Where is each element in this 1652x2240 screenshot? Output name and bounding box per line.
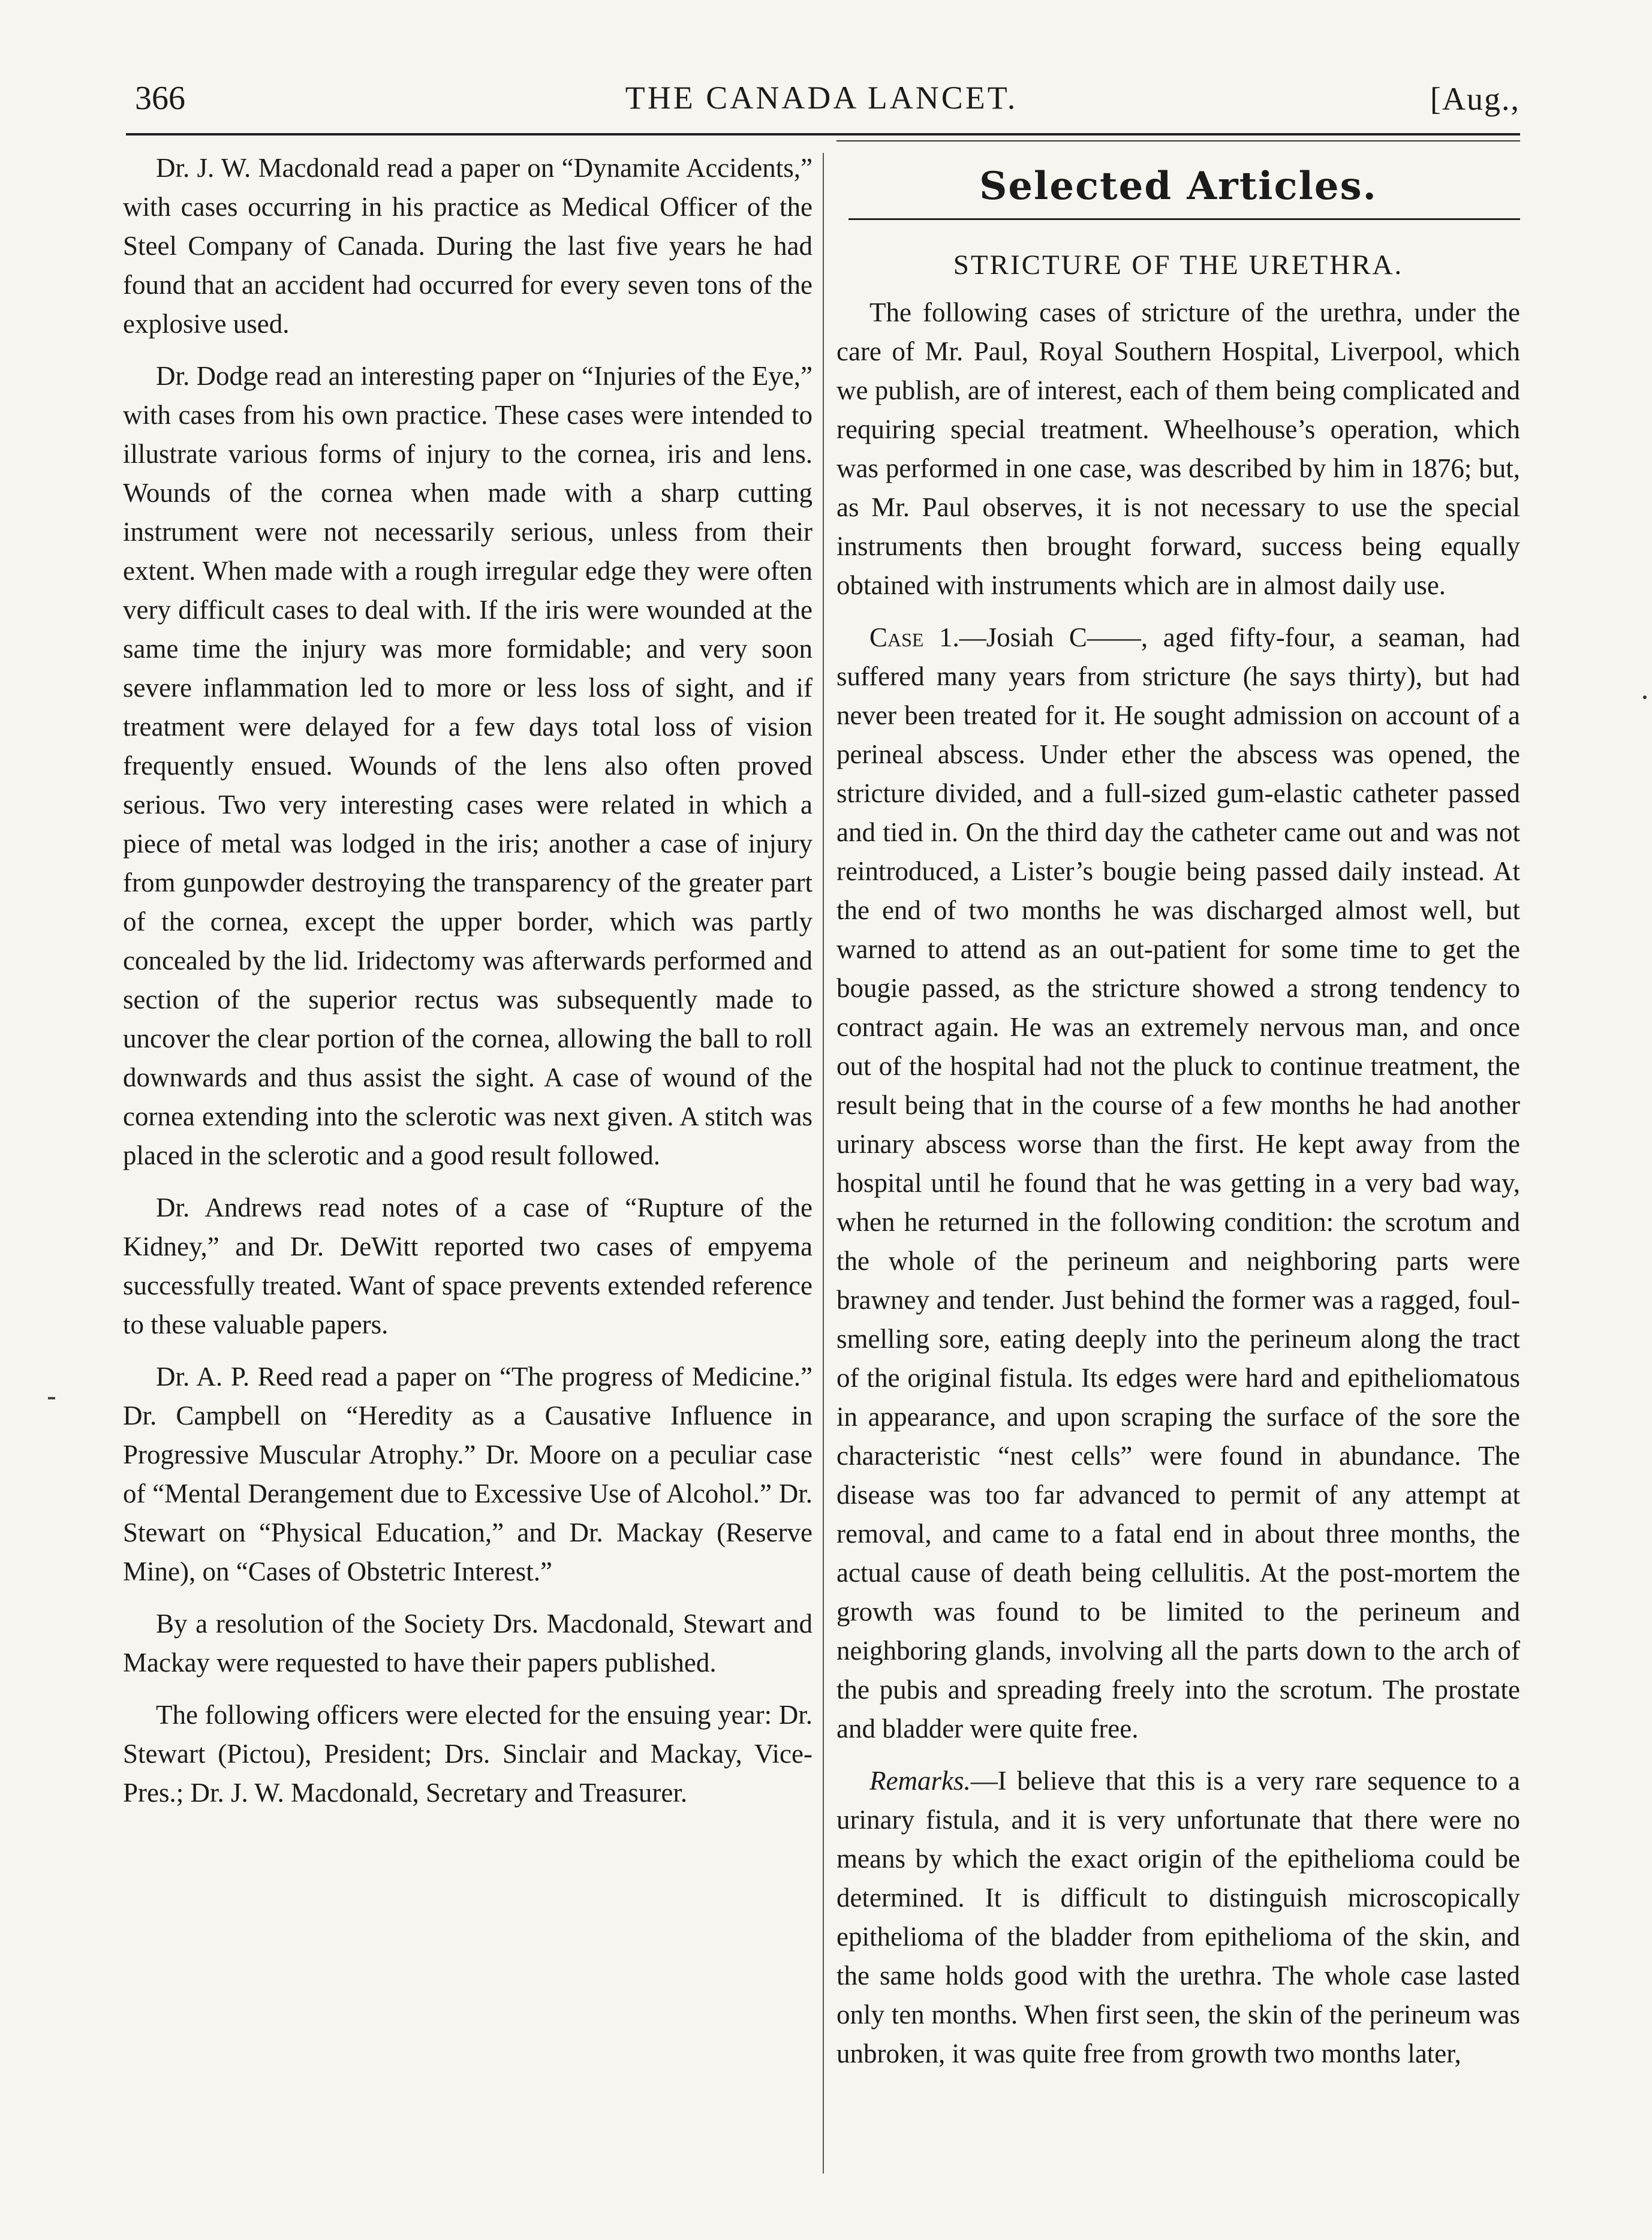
paragraph-papers: Dr. A. P. Reed read a paper on “The progress of Medicine.” Dr. Campbell on “Heredity as a Causative Influence in Progressive Muscular Atrophy.” Dr. Moore on a peculiar case of “Mental Derangement due to Excessive Use of Alcohol.” Dr. Stewart on “Physical Education,” and Dr. Mackay (Reserve Mine), on “Cases of Obstetric Interest.”	[123, 1362, 813, 1586]
remarks-label: Remarks.	[869, 1766, 971, 1796]
paragraph-kidney: Dr. Andrews read notes of a case of “Rupture of the Kidney,” and Dr. DeWitt reported two cases of empyema successfully treated. Want of space prevents extended reference to these valuable papers.	[123, 1193, 813, 1339]
paragraph-resolution: By a resolution of the Society Drs. Macdonald, Stewart and Mackay were requested to have their papers published.	[123, 1609, 813, 1678]
column-divider	[823, 153, 824, 2173]
issue-month: [Aug.,	[1430, 81, 1520, 117]
paragraph-eye-injuries: Dr. Dodge read an interesting paper on “Injuries of the Eye,” with cases from his own practice. These cases were intended to illustrate various forms of injury to the cornea, iris and lens. Wounds of the cornea when made with a sharp cutting instrument were not necessarily serious, unless from their extent. When made with a rough irregular edge they were often very difficult cases to deal with. If the iris were wounded at the same time the injury was more formidable; and very soon severe inflammation led to more or less loss of sight, and if treatment were delayed for a few days total loss of vision frequently ensued. Wounds of the lens also often proved serious. Two very interesting cases were related in which a piece of metal was lodged in the iris; another a case of injury from gunpowder destroying the transparency of the greater part of the cornea, except the upper border, which was partly concealed by the lid. Iridectomy was afterwards performed and section of the superior rectus was subsequently made to uncover the clear portion of the cornea, allowing the ball to roll downwards and thus assist the sight. A case of wound of the cornea extending into the sclerotic was next given. A stitch was placed in the sclerotic and a good result followed.	[123, 361, 813, 1170]
journal-title: THE CANADA LANCET.	[625, 80, 1018, 116]
header-rule	[126, 133, 1520, 136]
margin-mark	[48, 1397, 55, 1399]
section-rule	[848, 218, 1520, 220]
case-1-label: Case 1.	[869, 622, 959, 652]
running-header	[123, 72, 1520, 129]
article-intro: The following cases of stricture of the urethra, under the care of Mr. Paul, Royal Southern Hospital, Liverpool, which we publish, are of interest, each of them being complicated and requiring special treatment. Wheelhouse’s operation, which was performed in one case, was described by him in 1876; but, as Mr. Paul observes, it is not necessary to use the special instruments then brought forward, success being equally obtained with instruments which are in almost daily use.	[836, 297, 1520, 600]
section-heading: Selected Articles.	[979, 164, 1377, 209]
remarks-text: —I believe that this is a very rare sequence to a urinary fistula, and it is very unfortunate that there were no means by which the exact origin of the epithelioma could be determined. It is difficult to distinguish microscopically epithelioma of the bladder from epithelioma of the skin, and the same holds good with the urethra. The whole case lasted only ten months. When first seen, the skin of the perineum was unbroken, it was quite free from growth two months later,	[836, 1766, 1520, 2069]
right-column	[836, 149, 1520, 2073]
remarks	[836, 1762, 1520, 2073]
page-number: 366	[135, 80, 185, 117]
case-1-text: —Josiah C——, aged fifty-four, a seaman, had suffered many years from stricture (he says thirty), but had never been treated for it. He sought admission on account of a perineal abscess. Under ether the abscess was opened, the stricture divided, and a full-sized gum-elastic catheter passed and tied in. On the third day the catheter came out and was not reintroduced, a Lister’s bougie being passed daily instead. At the end of two months he was discharged almost well, but warned to attend as an out-patient for some time to get the bougie passed, as the stricture showed a strong tendency to contract again. He was an extremely nervous man, and once out of the hospital had not the pluck to continue treatment, the result being that in the course of a few months he had another urinary abscess worse than the first. He kept away from the hospital until he found that he was getting in a very bad way, when he returned in the following condition: the scrotum and the whole of the perineum and neighboring parts were brawney and tender. Just behind the former was a ragged, foul-smelling sore, eating deeply into the perineum along the tract of the original fistula. Its edges were hard and epitheliomatous in appearance, and upon scraping the surface of the sore the characteristic “nest cells” were found in abundance. The disease was too far advanced to permit of any attempt at removal, and came to a fatal end in about three months, the actual cause of death being cellulitis. At the post-mortem the growth was found to be limited to the perineum and neighboring glands, involving all the parts down to the arch of the pubis and spreading freely into the scrotum. The prostate and bladder were quite free.	[836, 622, 1520, 1744]
paragraph-officers: The following officers were elected for the ensuing year: Dr. Stewart (Pictou), President; Drs. Sinclair and Mackay, Vice-Pres.; Dr. J. W. Macdonald, Secretary and Treasurer.	[123, 1700, 813, 1808]
print-speck	[1643, 696, 1647, 699]
paragraph-dynamite: Dr. J. W. Macdonald read a paper on “Dynamite Accidents,” with cases occurring in his practice as Medical Officer of the Steel Company of Canada. During the last five years he had found that an accident had occurred for every seven tons of the explosive used.	[123, 153, 813, 339]
case-1	[836, 618, 1520, 1748]
header-rule-secondary	[836, 140, 1520, 141]
article-title: STRICTURE OF THE URETHRA.	[953, 249, 1404, 281]
left-column	[123, 149, 813, 1813]
